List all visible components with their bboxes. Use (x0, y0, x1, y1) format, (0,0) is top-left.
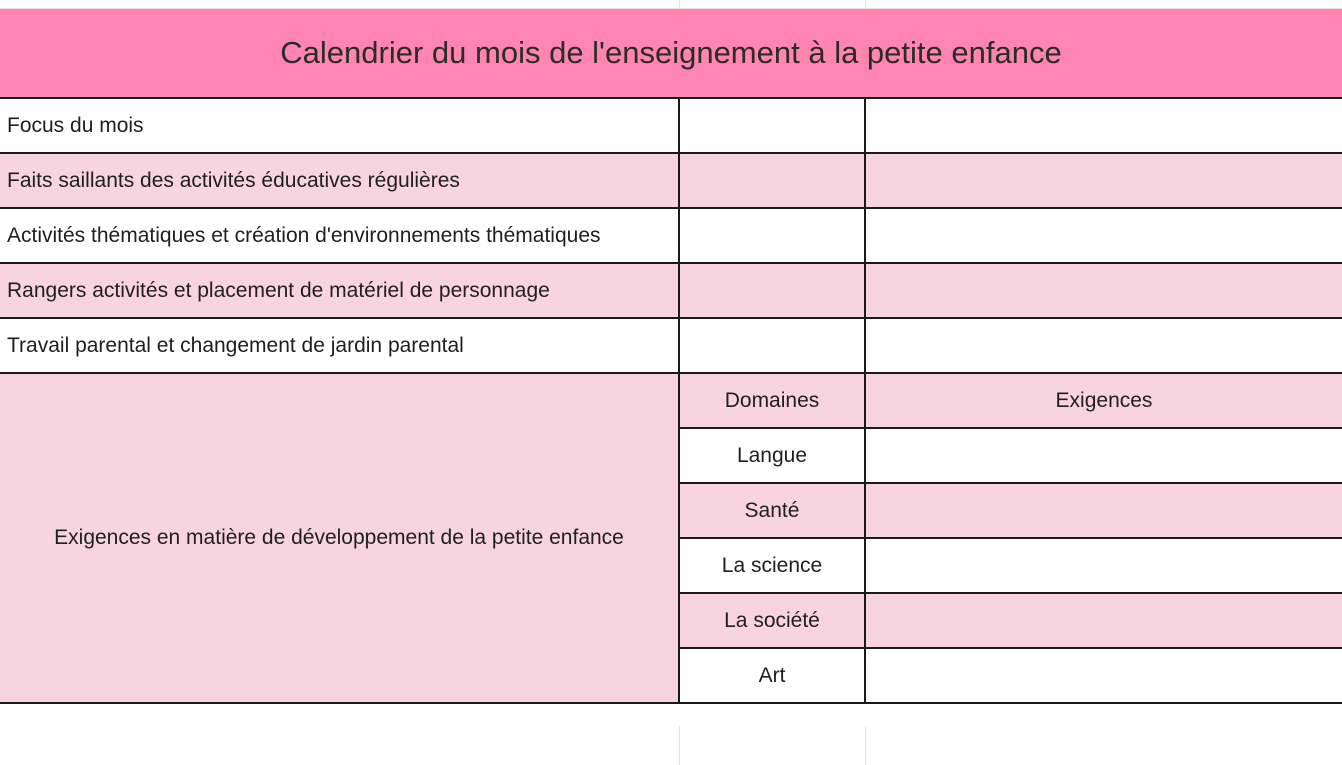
table-cell[interactable] (865, 538, 1342, 593)
table-cell[interactable] (865, 648, 1342, 703)
table-cell[interactable] (865, 263, 1342, 318)
table-row (0, 153, 1342, 208)
table-cell[interactable] (679, 98, 865, 153)
grid-line (679, 726, 680, 765)
table-cell[interactable] (679, 208, 865, 263)
table-cell[interactable] (865, 318, 1342, 373)
row-label-focus[interactable]: Focus du mois (0, 98, 679, 153)
table-row (0, 208, 1342, 263)
table-cell[interactable] (865, 593, 1342, 648)
table-cell[interactable] (679, 263, 865, 318)
row-label-parental-work[interactable]: Travail parental et changement de jardin parental (0, 318, 679, 373)
domain-science[interactable]: La science (679, 538, 865, 593)
calendar-table (0, 9, 1342, 704)
table-cell[interactable] (679, 318, 865, 373)
development-requirements-label[interactable]: Exigences en matière de développement de la petite enfance (0, 373, 679, 703)
table-cell[interactable] (865, 483, 1342, 538)
title-row (0, 9, 1342, 98)
grid-line (865, 726, 866, 765)
table-row (0, 318, 1342, 373)
table-cell[interactable] (865, 98, 1342, 153)
domains-header[interactable]: Domaines (679, 373, 865, 428)
row-label-highlights[interactable]: Faits saillants des activités éducatives régulières (0, 153, 679, 208)
table-cell[interactable] (865, 208, 1342, 263)
table-row (0, 263, 1342, 318)
domain-language[interactable]: Langue (679, 428, 865, 483)
domain-society[interactable]: La société (679, 593, 865, 648)
table-row (0, 98, 1342, 153)
table-cell[interactable] (865, 153, 1342, 208)
domain-art[interactable]: Art (679, 648, 865, 703)
table-title[interactable]: Calendrier du mois de l'enseignement à la petite enfance (0, 9, 1342, 98)
domain-health[interactable]: Santé (679, 483, 865, 538)
table-cell[interactable] (865, 428, 1342, 483)
table-cell[interactable] (679, 153, 865, 208)
table-row (0, 373, 1342, 428)
requirements-header[interactable]: Exigences (865, 373, 1342, 428)
row-label-thematic-activities[interactable]: Activités thématiques et création d'environnements thématiques (0, 208, 679, 263)
row-label-rangers-activities[interactable]: Rangers activités et placement de matériel de personnage (0, 263, 679, 318)
